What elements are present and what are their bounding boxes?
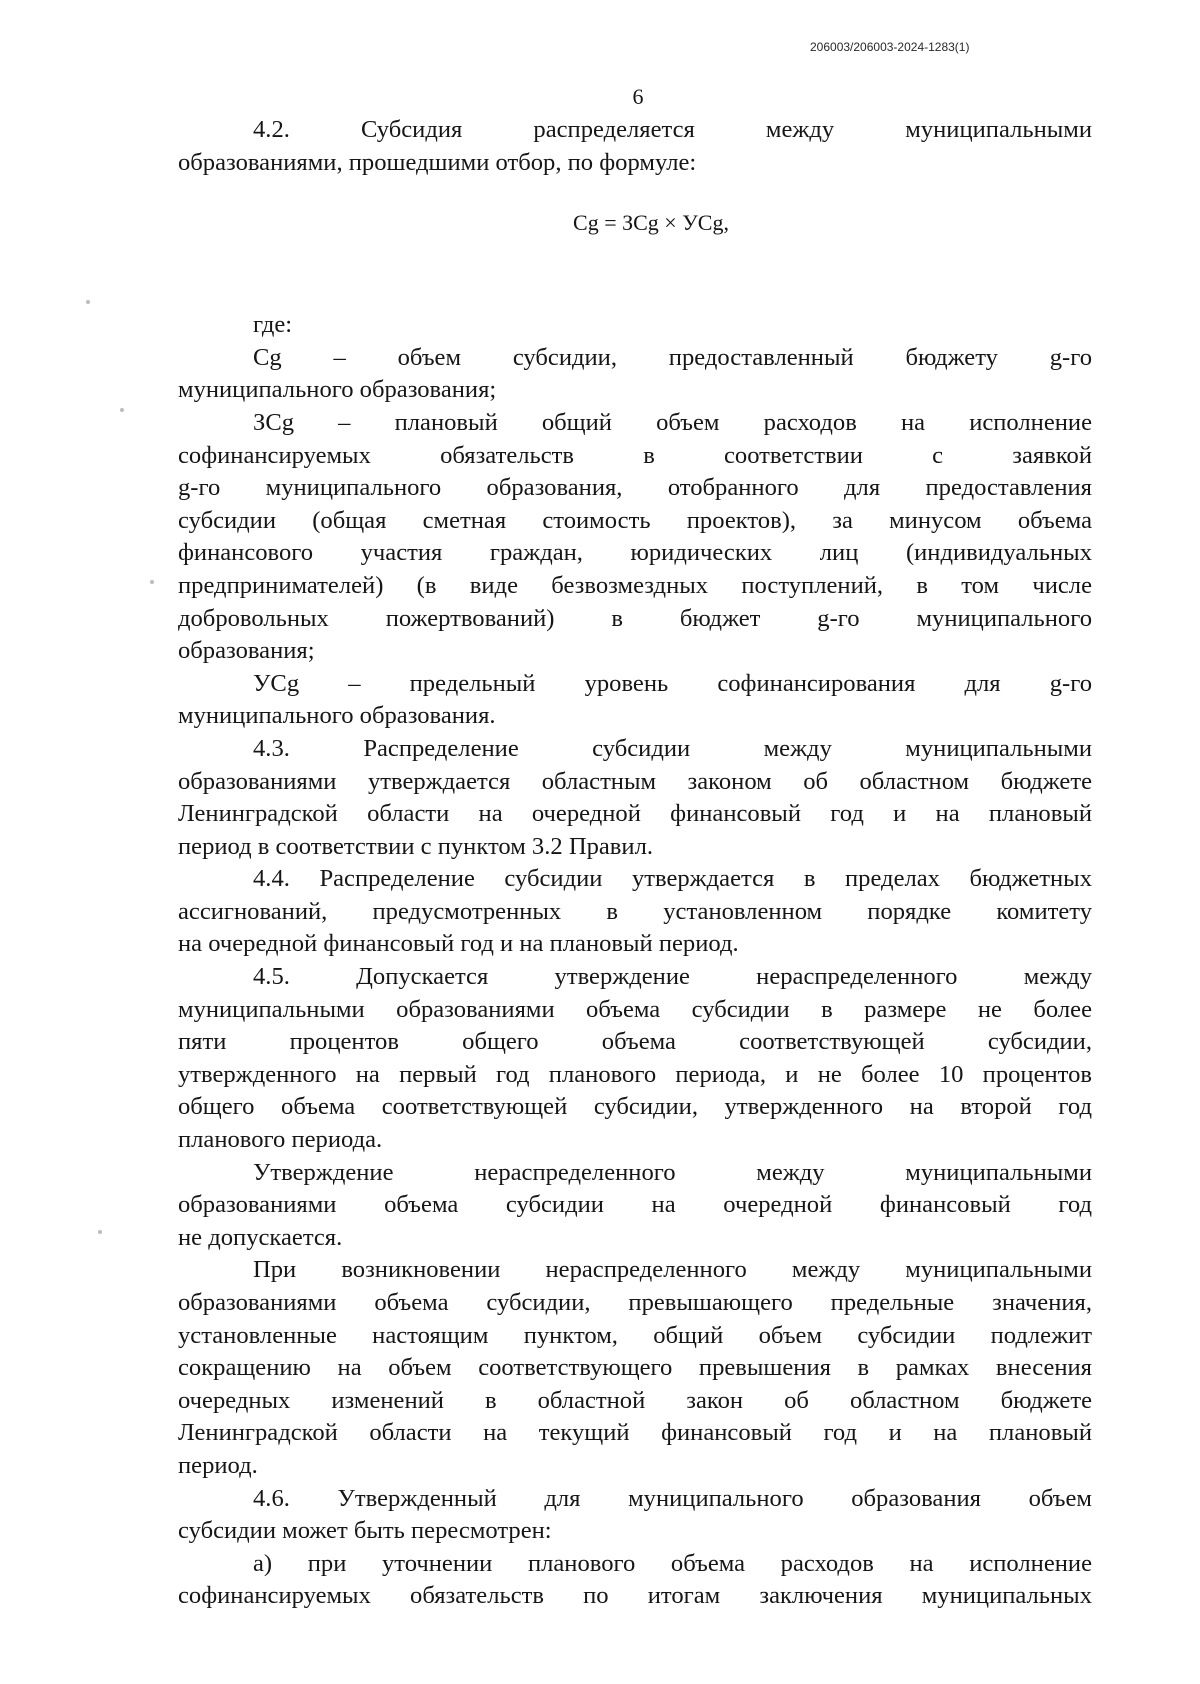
approval-paragraph-line: не допускается.	[178, 1223, 343, 1251]
ucg-definition-line: муниципального образования.	[178, 702, 496, 730]
clause-4-3-line: образованиями утверждается областным законом об областном бюджете	[178, 767, 1092, 795]
zcg-definition-line: субсидии (общая сметная стоимость проектов), за минусом объема	[178, 506, 1092, 534]
document-body	[178, 114, 1092, 1613]
excess-paragraph-line: образованиями объема субсидии, превышающего предельные значения,	[178, 1289, 1092, 1316]
scan-speck	[150, 580, 154, 584]
cg-definition-line: муниципального образования;	[178, 376, 497, 404]
approval-paragraph-line: Утверждение нераспределенного между муниципальными	[253, 1158, 1092, 1186]
ucg-definition-line: УCg – предельный уровень софинансирования для g-го	[253, 669, 1092, 697]
excess-paragraph-line: период.	[178, 1451, 258, 1479]
clause-4-5-line: пяти процентов общего объема соответствующей субсидии,	[178, 1028, 1092, 1056]
clause-4-3-line: Ленинградской области на очередной финансовый год и на плановый	[178, 800, 1092, 828]
excess-paragraph-line: очередных изменений в областной закон об областном бюджете	[178, 1386, 1092, 1414]
clause-4-4-line: ассигнований, предусмотренных в установленном порядке комитету	[178, 897, 1092, 925]
clause-4-3-line: 4.3. Распределение субсидии между муниципальными	[253, 734, 1092, 762]
scan-speck	[120, 408, 124, 412]
scan-speck	[86, 300, 90, 304]
clause-4-2-line: образованиями, прошедшими отбор, по формуле:	[178, 148, 697, 176]
clause-4-4-line: на очередной финансовый год и на плановый период.	[178, 930, 739, 958]
zcg-definition-line: финансового участия граждан, юридических лиц (индивидуальных	[178, 539, 1092, 567]
page-number: 6	[632, 84, 644, 109]
approval-paragraph-line: образованиями объема субсидии на очередной финансовый год	[178, 1191, 1092, 1219]
subclause-a-line: а) при уточнении планового объема расходов на исполнение	[253, 1549, 1092, 1577]
clause-4-6-line: субсидии может быть пересмотрен:	[178, 1517, 552, 1545]
excess-paragraph-line: Ленинградской области на текущий финансовый год и на плановый	[178, 1419, 1092, 1447]
document-code: 206003/206003-2024-1283(1)	[810, 40, 970, 54]
zcg-definition-line: софинансируемых обязательств в соответствии с заявкой	[178, 441, 1092, 469]
clause-4-4-line: 4.4. Распределение субсидии утверждается в пределах бюджетных	[253, 865, 1092, 893]
clause-4-5-line: общего объема соответствующей субсидии, утвержденного на второй год	[178, 1093, 1092, 1121]
clause-4-5-line: утвержденного на первый год планового периода, и не более 10 процентов	[178, 1060, 1092, 1088]
subsidy-formula: Cg = ЗCg × УCg,	[573, 210, 729, 235]
where-label: где:	[253, 311, 293, 339]
clause-4-2-line: 4.2. Субсидия распределяется между муниципальными	[253, 116, 1092, 143]
subclause-a-line: софинансируемых обязательств по итогам заключения муниципальных	[178, 1582, 1092, 1610]
zcg-definition-line: предпринимателей) (в виде безвозмездных поступлений, в том числе	[178, 571, 1092, 599]
clause-4-5-line: планового периода.	[178, 1126, 383, 1154]
clause-4-3-line: период в соответствии с пунктом 3.2 Правил.	[178, 832, 653, 860]
zcg-definition-line: добровольных пожертвований) в бюджет g-го муниципального	[178, 604, 1092, 632]
zcg-definition-line: g-го муниципального образования, отобранного для предоставления	[178, 474, 1092, 502]
zcg-definition-line: образования;	[178, 637, 315, 665]
zcg-definition-line: ЗCg – плановый общий объем расходов на исполнение	[253, 408, 1092, 436]
scan-speck	[98, 1230, 102, 1234]
excess-paragraph-line: При возникновении нераспределенного между муниципальными	[253, 1256, 1092, 1284]
clause-4-5-line: 4.5. Допускается утверждение нераспределенного между	[253, 963, 1092, 991]
clause-4-5-line: муниципальными образованиями объема субсидии в размере не более	[178, 995, 1092, 1023]
cg-definition-line: Cg – объем субсидии, предоставленный бюджету g-го	[253, 343, 1092, 371]
excess-paragraph-line: установленные настоящим пунктом, общий объем субсидии подлежит	[178, 1321, 1092, 1349]
excess-paragraph-line: сокращению на объем соответствующего превышения в рамках внесения	[178, 1354, 1092, 1382]
clause-4-6-line: 4.6. Утвержденный для муниципального образования объем	[253, 1484, 1092, 1512]
